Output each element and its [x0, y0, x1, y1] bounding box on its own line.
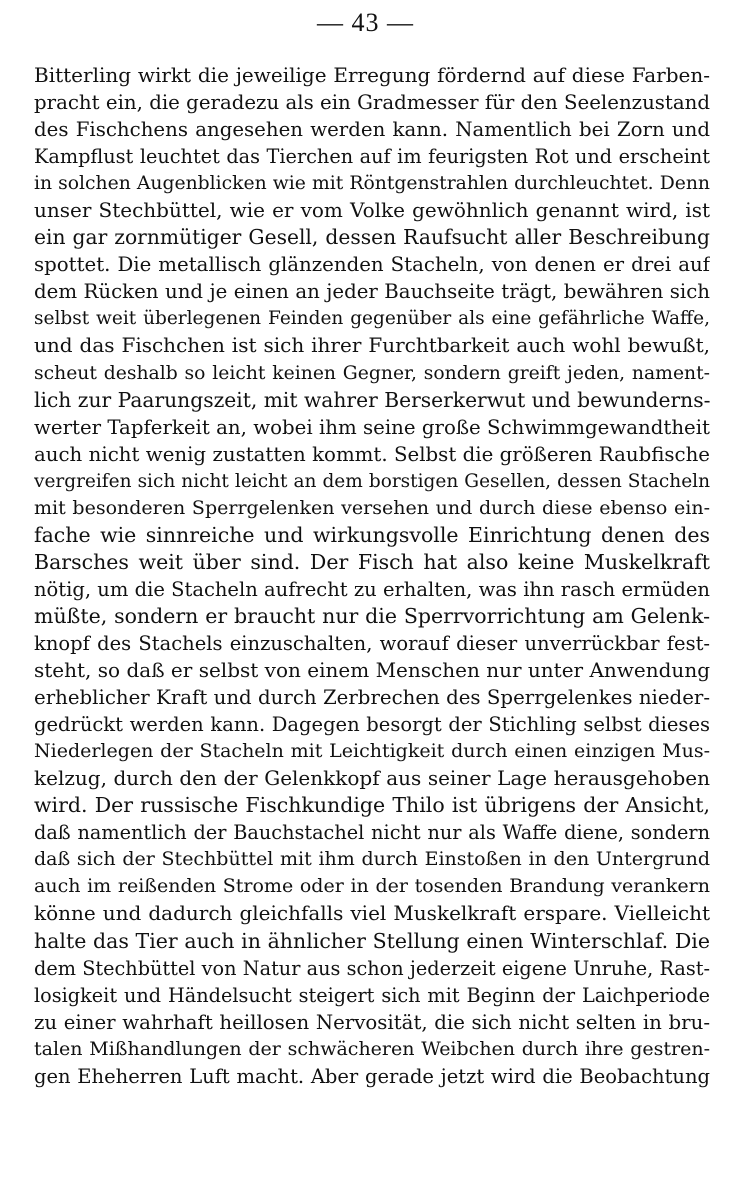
- text-line: selbst weit überlegenen Feinden gegenüber als eine gefährliche Waffe,: [34, 308, 710, 330]
- text-line: kelzug, durch den der Gelenkkopf aus seiner Lage herausgehoben: [34, 766, 710, 791]
- text-line: mit besonderen Sperrgelenken versehen und durch diese ebenso ein-: [34, 496, 710, 519]
- body-text: [34, 62, 710, 1090]
- text-line: scheut deshalb so leicht keinen Gegner, sondern greift jeden, nament-: [34, 362, 710, 384]
- text-line: losigkeit und Händelsucht steigert sich mit Beginn der Laichperiode: [34, 983, 710, 1007]
- text-line: auch im reißenden Strome oder in der tosenden Brandung verankern: [34, 875, 710, 898]
- text-line: müßte, sondern er braucht nur die Sperrvorrichtung am Gelenk-: [34, 603, 710, 628]
- text-line: gen Eheherren Luft macht. Aber gerade jetzt wird die Beobachtung: [34, 1064, 710, 1088]
- text-line: unser Stechbüttel, wie er vom Volke gewöhnlich genannt wird, ist: [34, 198, 710, 223]
- text-line: daß namentlich der Bauchstachel nicht nur als Waffe diene, sondern: [34, 821, 710, 845]
- text-line: Kampflust leuchtet das Tierchen auf im feurigsten Rot und erscheint: [34, 145, 710, 169]
- page-number: — 43 —: [317, 8, 414, 37]
- text-line: ein gar zornmütiger Gesell, dessen Raufsucht aller Beschreibung: [34, 225, 710, 250]
- text-line: wird. Der russische Fischkundige Thilo ist übrigens der Ansicht,: [34, 793, 710, 818]
- text-line: dem Stechbüttel von Natur aus schon jederzeit eigene Unruhe, Rast-: [34, 956, 710, 980]
- text-line: vergreifen sich nicht leicht an dem borstigen Gesellen, dessen Stacheln: [34, 470, 710, 492]
- text-line: könne und dadurch gleichfalls viel Muskelkraft erspare. Vielleicht: [34, 901, 710, 926]
- text-line: Barsches weit über sind. Der Fisch hat also keine Muskelkraft: [34, 549, 710, 574]
- text-line: daß sich der Stechbüttel mit ihm durch Einstoßen in den Untergrund: [34, 848, 710, 871]
- text-line: Bitterling wirkt die jeweilige Erregung fördernd auf diese Farben-: [34, 63, 710, 87]
- text-line: gedrückt werden kann. Dagegen besorgt der Stichling selbst dieses: [34, 713, 710, 737]
- text-line: talen Mißhandlungen der schwächeren Weibchen durch ihre gestren-: [34, 1037, 710, 1060]
- text-line: halte das Tier auch in ähnlicher Stellung einen Winterschlaf. Die: [34, 928, 710, 953]
- text-line: steht, so daß er selbst von einem Menschen nur unter Anwendung: [34, 658, 710, 683]
- text-line: fache wie sinnreiche und wirkungsvolle Einrichtung denen des: [34, 522, 710, 547]
- text-line: knopf des Stachels einzuschalten, worauf dieser unverrückbar fest-: [34, 631, 710, 655]
- text-line: werter Tapferkeit an, wobei ihm seine große Schwimmgewandtheit: [34, 415, 710, 439]
- text-line: spottet. Die metallisch glänzenden Stacheln, von denen er drei auf: [34, 253, 710, 277]
- text-line: des Fischchens angesehen werden kann. Namentlich bei Zorn und: [34, 118, 710, 142]
- text-line: erheblicher Kraft und durch Zerbrechen des Sperrgelenkes nieder-: [34, 686, 710, 710]
- text-line: nötig, um die Stacheln aufrecht zu erhalten, was ihn rasch ermüden: [34, 577, 710, 601]
- text-line: dem Rücken und je einen an jeder Bauchseite trägt, bewähren sich: [34, 280, 710, 304]
- text-line: pracht ein, die geradezu als ein Gradmesser für den Seelenzustand: [34, 91, 710, 115]
- text-line: lich zur Paarungszeit, mit wahrer Berserkerwut und bewunderns-: [34, 387, 710, 412]
- text-line: und das Fischchen ist sich ihrer Furchtbarkeit auch wohl bewußt,: [34, 333, 710, 358]
- text-line: auch nicht wenig zustatten kommt. Selbst die größeren Raubfische: [34, 442, 710, 466]
- text-line: Niederlegen der Stacheln mit Leichtigkeit durch einen einzigen Mus-: [34, 740, 710, 763]
- text-line: zu einer wahrhaft heillosen Nervosität, die sich nicht selten in bru-: [34, 1010, 710, 1034]
- text-line: in solchen Augenblicken wie mit Röntgenstrahlen durchleuchtet. Denn: [34, 173, 710, 195]
